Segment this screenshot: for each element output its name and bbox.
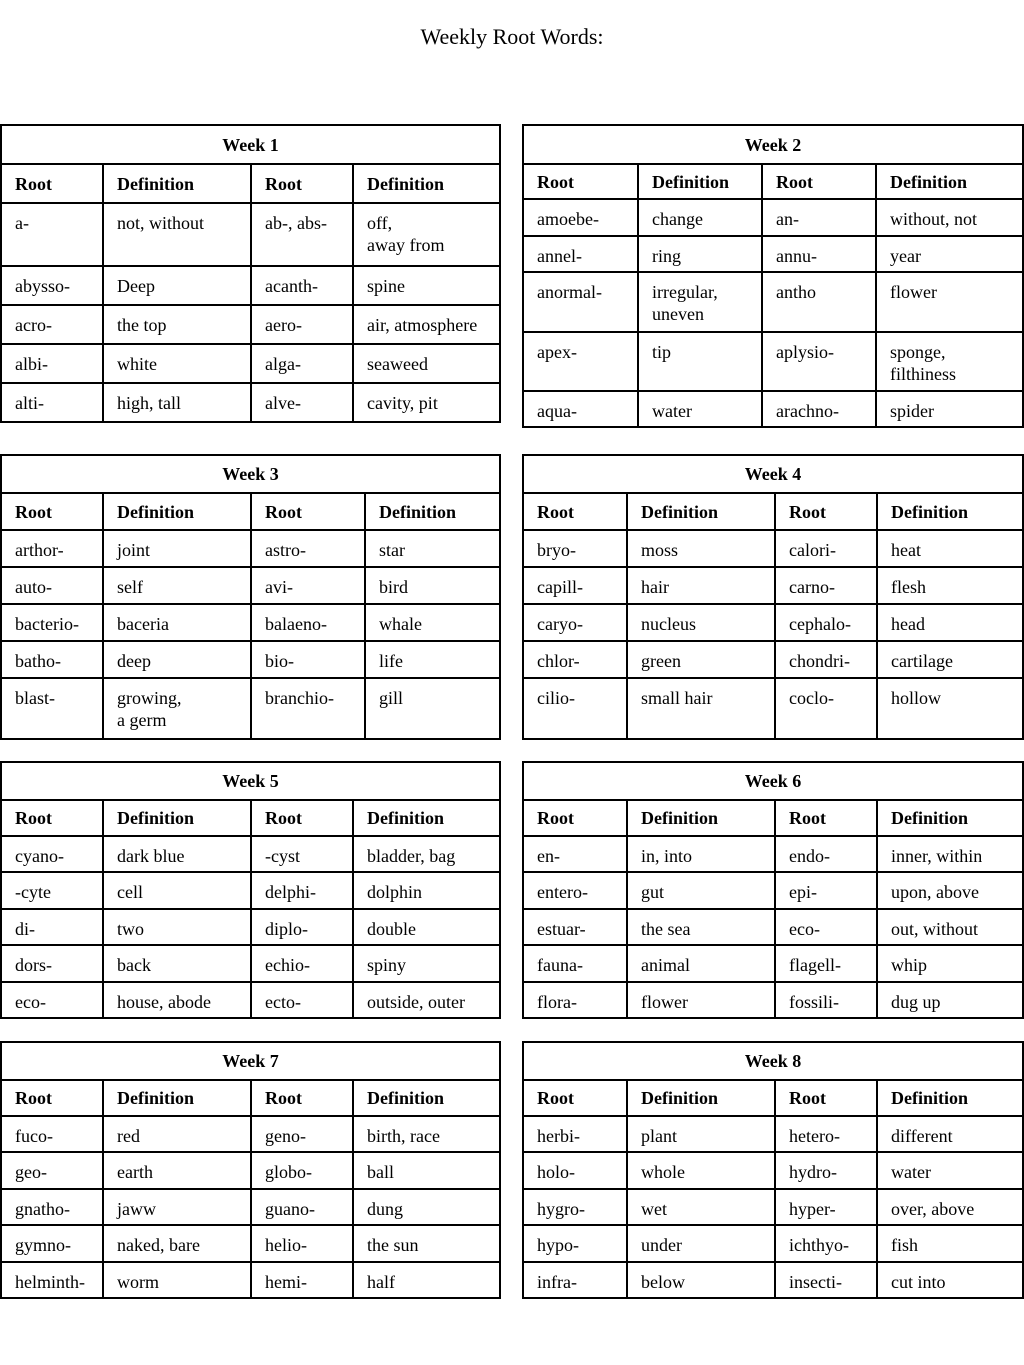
table-title: Week 5 [1,762,500,800]
column-header: Definition [877,493,1023,530]
root-cell: avi- [251,567,365,604]
root-cell: ichthyo- [775,1225,877,1262]
week-table [522,454,1024,740]
root-cell: geno- [251,1116,353,1152]
root-cell: chlor- [523,641,627,678]
root-cell: hygro- [523,1189,627,1225]
column-header: Definition [627,1080,775,1116]
week-table [522,1041,1024,1299]
definition-cell: the sun [353,1225,500,1262]
definition-cell: out, without [877,909,1023,945]
root-cell: cyano- [1,836,103,872]
definition-cell: red [103,1116,251,1152]
root-cell: alti- [1,383,103,422]
definition-cell: whole [627,1152,775,1189]
definition-cell: whip [877,945,1023,982]
definition-cell: self [103,567,251,604]
definition-cell: without, not [876,199,1023,236]
root-cell: acanth- [251,266,353,305]
table-title: Week 8 [523,1042,1023,1080]
root-cell: alga- [251,344,353,383]
definition-cell: small hair [627,678,775,739]
week-table [0,1041,501,1299]
root-cell: alve- [251,383,353,422]
definition-cell: jaww [103,1189,251,1225]
column-header: Definition [365,493,500,530]
definition-cell: over, above [877,1189,1023,1225]
page-title: Weekly Root Words: [420,24,604,49]
column-header: Definition [103,800,251,836]
week-table [0,124,501,423]
definition-cell: head [877,604,1023,641]
definition-cell: the sea [627,909,775,945]
definition-cell: cartilage [877,641,1023,678]
definition-cell: seaweed [353,344,500,383]
column-header: Root [251,493,365,530]
root-cell: annel- [523,236,638,272]
definition-cell: flower [876,272,1023,332]
definition-cell: flower [627,982,775,1018]
definition-cell: flesh [877,567,1023,604]
week-table [0,761,501,1019]
definition-cell: year [876,236,1023,272]
root-cell: a- [1,203,103,266]
definition-cell: double [353,909,500,945]
column-header: Root [762,164,876,199]
column-header: Definition [638,164,762,199]
definition-cell: white [103,344,251,383]
definition-cell: cell [103,872,251,909]
root-cell: abysso- [1,266,103,305]
column-header: Definition [103,1080,251,1116]
root-cell: amoebe- [523,199,638,236]
definition-cell: life [365,641,500,678]
definition-cell: in, into [627,836,775,872]
root-cell: hetero- [775,1116,877,1152]
definition-cell: cut into [877,1262,1023,1298]
root-cell: -cyst [251,836,353,872]
column-header: Definition [353,800,500,836]
column-header: Root [1,493,103,530]
definition-cell: water [638,391,762,427]
root-cell: bryo- [523,530,627,567]
definition-cell: baceria [103,604,251,641]
definition-cell: dung [353,1189,500,1225]
root-cell: auto- [1,567,103,604]
root-cell: anormal- [523,272,638,332]
definition-cell: two [103,909,251,945]
root-cell: an- [762,199,876,236]
column-header: Root [523,1080,627,1116]
definition-cell: water [877,1152,1023,1189]
root-cell: holo- [523,1152,627,1189]
column-header: Definition [627,493,775,530]
definition-cell: dug up [877,982,1023,1018]
column-header: Definition [103,493,251,530]
definition-cell: irregular, uneven [638,272,762,332]
root-cell: epi- [775,872,877,909]
root-cell: echio- [251,945,353,982]
definition-cell: moss [627,530,775,567]
root-cell: guano- [251,1189,353,1225]
definition-cell: hair [627,567,775,604]
definition-cell: growing, a germ [103,678,251,739]
root-cell: annu- [762,236,876,272]
definition-cell: outside, outer [353,982,500,1018]
root-cell: cilio- [523,678,627,739]
definition-cell: Deep [103,266,251,305]
root-cell: entero- [523,872,627,909]
definition-cell: under [627,1225,775,1262]
root-cell: ab-, abs- [251,203,353,266]
column-header: Root [523,164,638,199]
definition-cell: wet [627,1189,775,1225]
column-header: Root [775,1080,877,1116]
root-cell: -cyte [1,872,103,909]
definition-cell: gut [627,872,775,909]
definition-cell: worm [103,1262,251,1298]
definition-cell: air, atmosphere [353,305,500,344]
definition-cell: dolphin [353,872,500,909]
root-cell: branchio- [251,678,365,739]
definition-cell: house, abode [103,982,251,1018]
root-cell: albi- [1,344,103,383]
table-title: Week 3 [1,455,500,493]
root-cell: coclo- [775,678,877,739]
root-cell: blast- [1,678,103,739]
root-cell: herbi- [523,1116,627,1152]
root-cell: gnatho- [1,1189,103,1225]
root-cell: dors- [1,945,103,982]
column-header: Definition [877,1080,1023,1116]
definition-cell: change [638,199,762,236]
column-header: Definition [103,164,251,203]
root-cell: batho- [1,641,103,678]
definition-cell: spiny [353,945,500,982]
definition-cell: half [353,1262,500,1298]
definition-cell: heat [877,530,1023,567]
root-cell: aero- [251,305,353,344]
root-cell: endo- [775,836,877,872]
root-cell: chondri- [775,641,877,678]
root-cell: estuar- [523,909,627,945]
root-cell: eco- [1,982,103,1018]
table-title: Week 6 [523,762,1023,800]
root-cell: aplysio- [762,332,876,391]
root-cell: globo- [251,1152,353,1189]
root-cell: geo- [1,1152,103,1189]
week-table [522,124,1024,428]
column-header: Root [775,800,877,836]
root-cell: diplo- [251,909,353,945]
root-cell: flora- [523,982,627,1018]
table-title: Week 2 [523,125,1023,164]
root-cell: bacterio- [1,604,103,641]
root-cell: caryo- [523,604,627,641]
root-cell: capill- [523,567,627,604]
root-cell: ecto- [251,982,353,1018]
definition-cell: cavity, pit [353,383,500,422]
table-title: Week 7 [1,1042,500,1080]
definition-cell: bladder, bag [353,836,500,872]
root-cell: fuco- [1,1116,103,1152]
column-header: Root [251,1080,353,1116]
root-cell: bio- [251,641,365,678]
definition-cell: bird [365,567,500,604]
definition-cell: naked, bare [103,1225,251,1262]
definition-cell: sponge, filthiness [876,332,1023,391]
definition-cell: spine [353,266,500,305]
root-cell: helminth- [1,1262,103,1298]
definition-cell: ball [353,1152,500,1189]
column-header: Root [251,800,353,836]
root-cell: hydro- [775,1152,877,1189]
definition-cell: inner, within [877,836,1023,872]
definition-cell: fish [877,1225,1023,1262]
root-cell: arthor- [1,530,103,567]
definition-cell: back [103,945,251,982]
root-cell: cephalo- [775,604,877,641]
root-cell: flagell- [775,945,877,982]
definition-cell: hollow [877,678,1023,739]
table-title: Week 4 [523,455,1023,493]
definition-cell: plant [627,1116,775,1152]
definition-cell: tip [638,332,762,391]
root-cell: balaeno- [251,604,365,641]
definition-cell: joint [103,530,251,567]
definition-cell: upon, above [877,872,1023,909]
root-cell: calori- [775,530,877,567]
root-cell: hemi- [251,1262,353,1298]
definition-cell: different [877,1116,1023,1152]
root-cell: eco- [775,909,877,945]
root-cell: aqua- [523,391,638,427]
definition-cell: the top [103,305,251,344]
week-table [522,761,1024,1019]
column-header: Definition [627,800,775,836]
root-cell: fauna- [523,945,627,982]
root-cell: delphi- [251,872,353,909]
definition-cell: gill [365,678,500,739]
definition-cell: off, away from [353,203,500,266]
column-header: Root [1,164,103,203]
definition-cell: deep [103,641,251,678]
root-cell: helio- [251,1225,353,1262]
root-cell: carno- [775,567,877,604]
definition-cell: high, tall [103,383,251,422]
root-cell: apex- [523,332,638,391]
definition-cell: nucleus [627,604,775,641]
column-header: Root [523,493,627,530]
root-cell: gymno- [1,1225,103,1262]
column-header: Root [1,1080,103,1116]
root-cell: antho [762,272,876,332]
root-cell: en- [523,836,627,872]
column-header: Root [775,493,877,530]
root-cell: arachno- [762,391,876,427]
root-cell: hyper- [775,1189,877,1225]
column-header: Root [1,800,103,836]
root-cell: acro- [1,305,103,344]
column-header: Definition [877,800,1023,836]
definition-cell: birth, race [353,1116,500,1152]
definition-cell: below [627,1262,775,1298]
definition-cell: green [627,641,775,678]
definition-cell: spider [876,391,1023,427]
definition-cell: not, without [103,203,251,266]
definition-cell: star [365,530,500,567]
column-header: Root [251,164,353,203]
column-header: Definition [353,164,500,203]
column-header: Root [523,800,627,836]
root-cell: di- [1,909,103,945]
root-cell: insecti- [775,1262,877,1298]
definition-cell: earth [103,1152,251,1189]
definition-cell: ring [638,236,762,272]
root-cell: astro- [251,530,365,567]
week-table [0,454,501,740]
definition-cell: whale [365,604,500,641]
definition-cell: dark blue [103,836,251,872]
table-title: Week 1 [1,125,500,164]
root-cell: infra- [523,1262,627,1298]
column-header: Definition [876,164,1023,199]
root-cell: hypo- [523,1225,627,1262]
definition-cell: animal [627,945,775,982]
root-cell: fossili- [775,982,877,1018]
column-header: Definition [353,1080,500,1116]
